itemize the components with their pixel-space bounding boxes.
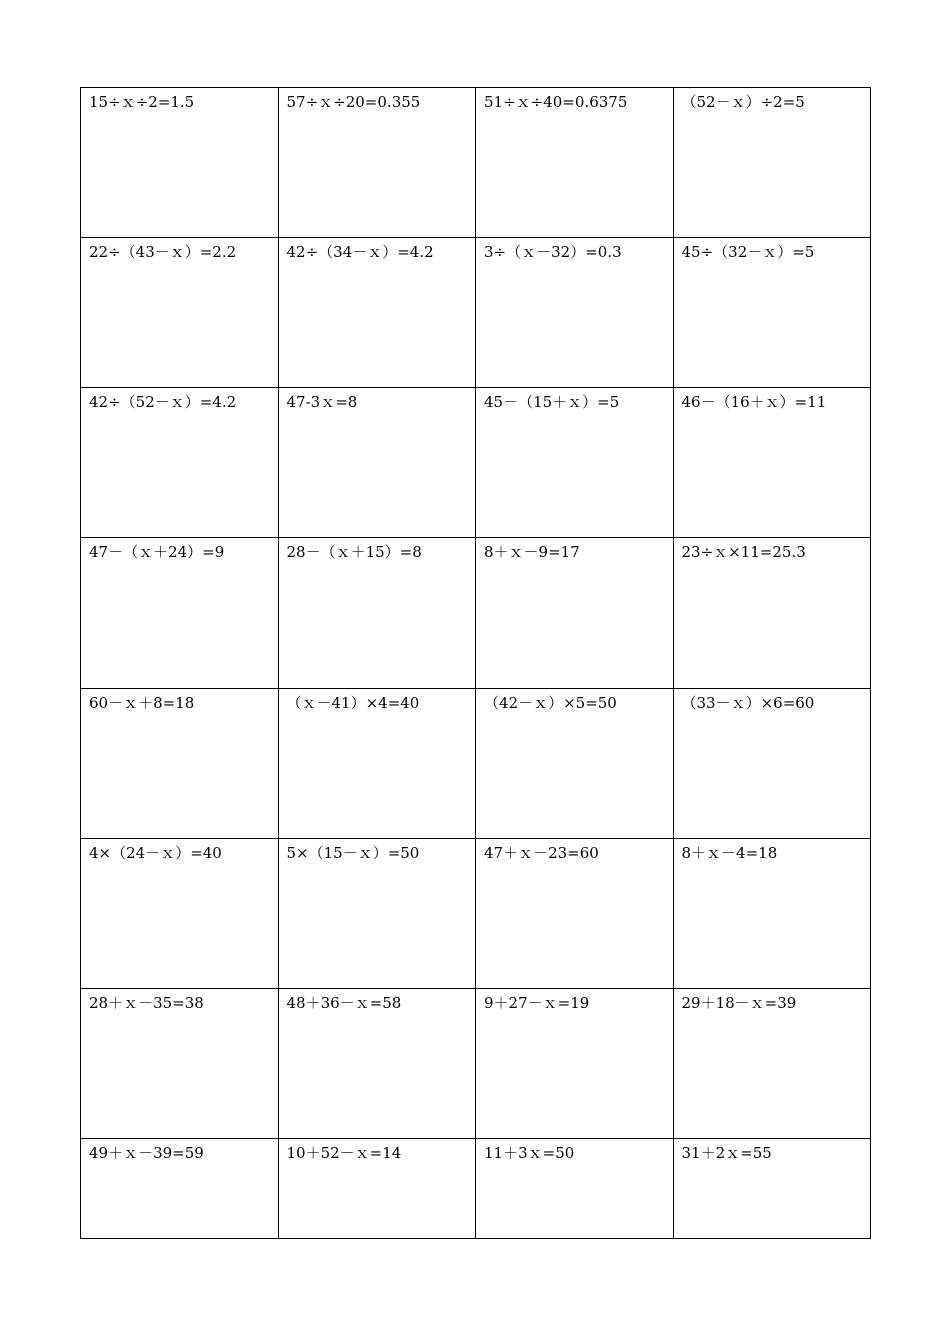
- table-row: [81, 88, 871, 238]
- equation-cell: 46－（16＋ｘ）=11: [673, 388, 871, 538]
- equation-cell: 3÷（ｘ－32）=0.3: [476, 238, 674, 388]
- equation-cell: 9＋27－ｘ=19: [476, 988, 674, 1138]
- equation-cell: 42÷（52－ｘ）=4.2: [81, 388, 279, 538]
- equation-cell: 22÷（43－ｘ）=2.2: [81, 238, 279, 388]
- equation-table: [80, 87, 871, 1239]
- equation-cell: 28－（ｘ＋15）=8: [278, 538, 476, 688]
- equation-cell: 60－ｘ＋8=18: [81, 688, 279, 838]
- equation-cell: 23÷ｘ×11=25.3: [673, 538, 871, 688]
- equation-cell: 47＋ｘ－23=60: [476, 838, 674, 988]
- equation-cell: 11＋3ｘ=50: [476, 1138, 674, 1238]
- equation-cell: 49＋ｘ－39=59: [81, 1138, 279, 1238]
- equation-cell: 42÷（34－ｘ）=4.2: [278, 238, 476, 388]
- equation-cell: 47－（ｘ＋24）=9: [81, 538, 279, 688]
- table-row: [81, 238, 871, 388]
- equation-cell: 15÷ｘ÷2=1.5: [81, 88, 279, 238]
- table-row: [81, 538, 871, 688]
- equation-cell: 47-3ｘ=8: [278, 388, 476, 538]
- equation-cell: （ｘ－41）×4=40: [278, 688, 476, 838]
- table-row: [81, 838, 871, 988]
- equation-cell: 31＋2ｘ=55: [673, 1138, 871, 1238]
- equation-cell: 48＋36－ｘ=58: [278, 988, 476, 1138]
- table-row: [81, 1138, 871, 1238]
- equation-cell: 57÷ｘ÷20=0.355: [278, 88, 476, 238]
- equation-cell: 29＋18－ｘ=39: [673, 988, 871, 1138]
- equation-cell: （42－ｘ）×5=50: [476, 688, 674, 838]
- equation-cell: 45÷（32－ｘ）=5: [673, 238, 871, 388]
- equation-cell: 28＋ｘ－35=38: [81, 988, 279, 1138]
- table-row: [81, 688, 871, 838]
- equation-cell: （33－ｘ）×6=60: [673, 688, 871, 838]
- equation-cell: 8＋ｘ－4=18: [673, 838, 871, 988]
- equation-cell: （52－ｘ）÷2=5: [673, 88, 871, 238]
- table-row: [81, 988, 871, 1138]
- equation-cell: 51÷ｘ÷40=0.6375: [476, 88, 674, 238]
- equation-cell: 10＋52－ｘ=14: [278, 1138, 476, 1238]
- equation-cell: 45－（15＋ｘ）=5: [476, 388, 674, 538]
- table-row: [81, 388, 871, 538]
- equation-cell: 5×（15－ｘ）=50: [278, 838, 476, 988]
- equation-cell: 8＋ｘ－9=17: [476, 538, 674, 688]
- equation-cell: 4×（24－ｘ）=40: [81, 838, 279, 988]
